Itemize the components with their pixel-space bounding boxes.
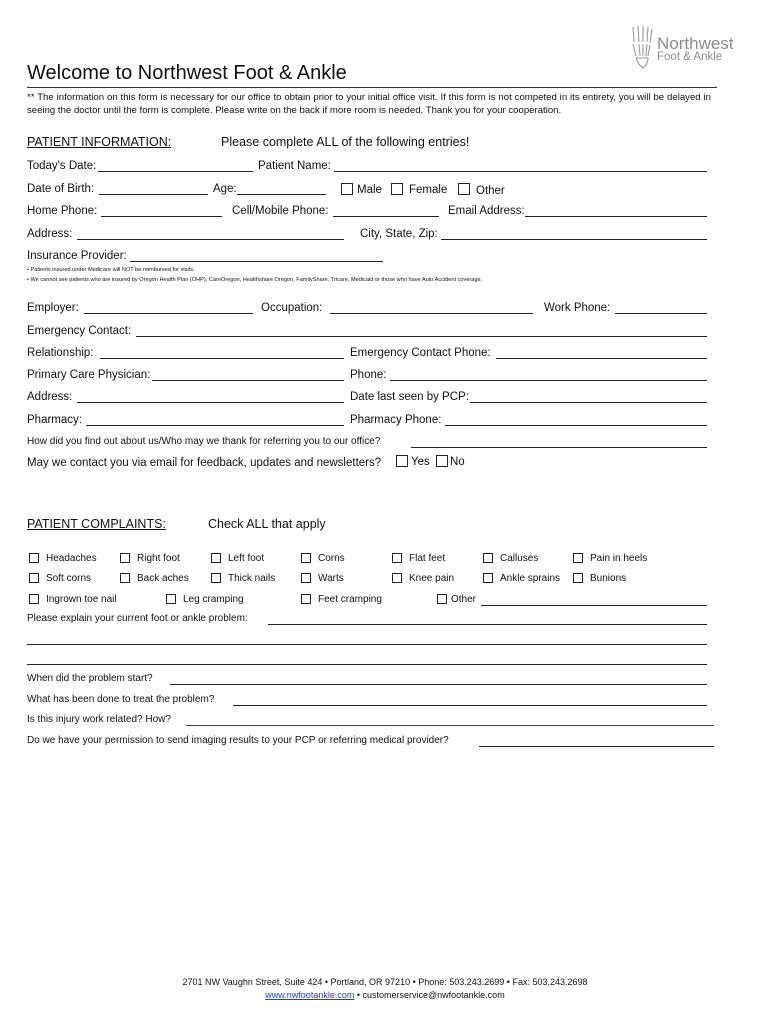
city-state-zip-label: City, State, Zip: [360,228,438,240]
pcp-address-field[interactable] [77,402,344,403]
back-aches-checkbox[interactable] [120,573,130,583]
email-yes-label: Yes [411,456,430,468]
other-sex-label: Other [476,185,505,197]
flat-feet-checkbox[interactable] [392,553,402,563]
page-title: Welcome to Northwest Foot & Ankle [27,62,347,84]
corns-checkbox[interactable] [301,553,311,563]
treatment-field[interactable] [233,705,707,706]
emergency-contact-phone-field[interactable] [496,358,707,359]
email-address-label: Email Address: [448,205,525,217]
warts-label: Warts [318,573,344,584]
patient-name-label: Patient Name: [258,160,331,172]
male-label: Male [357,184,382,196]
customer-service-email: • customerservice@nwfootankle.com [354,990,505,1000]
cell-phone-field[interactable] [333,216,439,217]
problem-start-label: When did the problem start? [27,673,153,684]
male-checkbox[interactable] [341,183,353,195]
corns-label: Corns [318,553,345,564]
treatment-label: What has been done to treat the problem? [27,694,215,705]
right-foot-checkbox[interactable] [120,553,130,563]
explain-problem-line-3[interactable] [27,664,707,665]
pharmacy-label: Pharmacy: [27,414,82,426]
explain-problem-label: Please explain your current foot or ankle problem: [27,613,248,624]
logo-name: Northwest [657,34,734,53]
employer-field[interactable] [84,313,253,314]
work-related-label: Is this injury work related? How? [27,714,171,725]
pcp-field[interactable] [152,380,344,381]
title-rule [27,87,717,88]
ingrown-toe-nail-checkbox[interactable] [29,594,39,604]
intro-paragraph: ** The information on this form is necessary for our office to obtain prior to your initial office visit. If this form is not competed in its entirety, you will be delayed in seeing the doctor until the form is complete. Please write on the back if more room is needed. Thank you for your cooperation. [27,92,711,116]
age-field[interactable] [237,194,326,195]
soft-corns-checkbox[interactable] [29,573,39,583]
home-phone-label: Home Phone: [27,205,98,217]
emergency-contact-label: Emergency Contact: [27,325,132,337]
knee-pain-checkbox[interactable] [392,573,402,583]
pain-in-heels-label: Pain in heels [590,553,648,564]
calluses-label: Calluses [500,553,539,564]
left-foot-label: Left foot [228,553,265,564]
flat-feet-label: Flat feet [409,553,446,564]
problem-start-field[interactable] [170,684,707,685]
thick-nails-checkbox[interactable] [211,573,221,583]
check-all-instruction: Check ALL that apply [208,517,326,531]
female-label: Female [409,184,448,196]
relationship-label: Relationship: [27,347,94,359]
email-address-field[interactable] [525,216,707,217]
pcp-phone-label: Phone: [350,369,387,381]
email-contact-question: May we contact you via email for feedback, updates and newsletters? [27,457,382,469]
ankle-sprains-checkbox[interactable] [483,573,493,583]
ingrown-toe-nail-label: Ingrown toe nail [46,594,117,605]
medicare-note: • Patients insured under Medicare will NOT be reimbursed for visits. [27,267,195,273]
headaches-checkbox[interactable] [29,553,39,563]
date-last-seen-field[interactable] [470,402,707,403]
address-label: Address: [27,228,73,240]
referral-field[interactable] [411,447,707,448]
patient-name-field[interactable] [334,171,707,172]
pain-in-heels-checkbox[interactable] [573,553,583,563]
other-complaint-checkbox[interactable] [437,594,447,604]
pharmacy-field[interactable] [86,425,344,426]
occupation-field[interactable] [330,313,533,314]
thick-nails-label: Thick nails [228,573,276,584]
referral-question: How did you find out about us/Who may we thank for referring you to our office? [27,436,381,447]
pcp-label: Primary Care Physician: [27,369,151,381]
insurance-provider-label: Insurance Provider: [27,250,127,262]
leg-cramping-label: Leg cramping [183,594,244,605]
warts-checkbox[interactable] [301,573,311,583]
imaging-permission-field[interactable] [479,746,714,747]
work-phone-label: Work Phone: [544,302,611,314]
excluded-insurance-note: • We cannot see patients who are insured by Oregon Health Plan (OHP), CareOregon, Healthshare Oregon, FamilyShare, Tricare, Medicaid or those who have Auto Accident coverage. [27,277,483,283]
imaging-permission-label: Do we have your permission to send imaging results to your PCP or referring medical provider? [27,735,449,746]
home-phone-field[interactable] [101,216,222,217]
complete-all-instruction: Please complete ALL of the following entries! [221,135,470,149]
pharmacy-phone-field[interactable] [445,425,707,426]
insurance-provider-field[interactable] [130,261,383,262]
feet-cramping-label: Feet cramping [318,594,382,605]
employer-label: Employer: [27,302,79,314]
other-sex-checkbox[interactable] [458,183,470,195]
logo-subtitle: Foot & Ankle [657,51,723,63]
calluses-checkbox[interactable] [483,553,493,563]
back-aches-label: Back aches [137,573,189,584]
todays-date-label: Today's Date: [27,160,97,172]
website-link[interactable]: www.nwfootankle.com [265,990,355,1000]
knee-pain-label: Knee pain [409,573,455,584]
soft-corns-label: Soft corns [46,573,92,584]
bunions-checkbox[interactable] [573,573,583,583]
other-complaint-field[interactable] [481,605,707,606]
email-yes-checkbox[interactable] [396,455,408,467]
right-foot-label: Right foot [137,553,180,564]
headaches-label: Headaches [46,553,97,564]
age-label: Age: [213,183,237,195]
emergency-contact-phone-label: Emergency Contact Phone: [350,347,491,359]
email-no-checkbox[interactable] [436,455,448,467]
emergency-contact-field[interactable] [136,336,707,337]
patient-complaints-heading: PATIENT COMPLAINTS: [27,517,166,531]
feet-cramping-checkbox[interactable] [301,594,311,604]
explain-problem-line-2[interactable] [27,644,707,645]
pcp-phone-field[interactable] [390,380,707,381]
leg-cramping-checkbox[interactable] [166,594,176,604]
bunions-label: Bunions [590,573,627,584]
address-field[interactable] [77,239,344,240]
city-state-zip-field[interactable] [441,239,707,240]
explain-problem-field[interactable] [268,624,707,625]
occupation-label: Occupation: [261,302,323,314]
todays-date-field[interactable] [98,171,253,172]
relationship-field[interactable] [100,358,344,359]
left-foot-checkbox[interactable] [211,553,221,563]
other-complaint-label: Other [451,594,477,605]
date-of-birth-label: Date of Birth: [27,183,95,195]
work-related-field[interactable] [186,725,714,726]
date-of-birth-field[interactable] [99,194,208,195]
cell-phone-label: Cell/Mobile Phone: [232,205,329,217]
patient-information-heading: PATIENT INFORMATION: [27,135,172,149]
footer-address: 2701 NW Vaughn Street, Suite 424 • Portland, OR 97210 • Phone: 503.243.2699 • Fax: 503.243.2698 [182,977,588,987]
ankle-sprains-label: Ankle sprains [500,573,561,584]
footer-contact [0,989,770,1001]
pharmacy-phone-label: Pharmacy Phone: [350,414,442,426]
foot-bones-icon [628,24,656,70]
date-last-seen-label: Date last seen by PCP: [350,391,469,403]
pcp-address-label: Address: [27,391,73,403]
work-phone-field[interactable] [615,313,707,314]
female-checkbox[interactable] [391,183,403,195]
email-no-label: No [450,456,465,468]
